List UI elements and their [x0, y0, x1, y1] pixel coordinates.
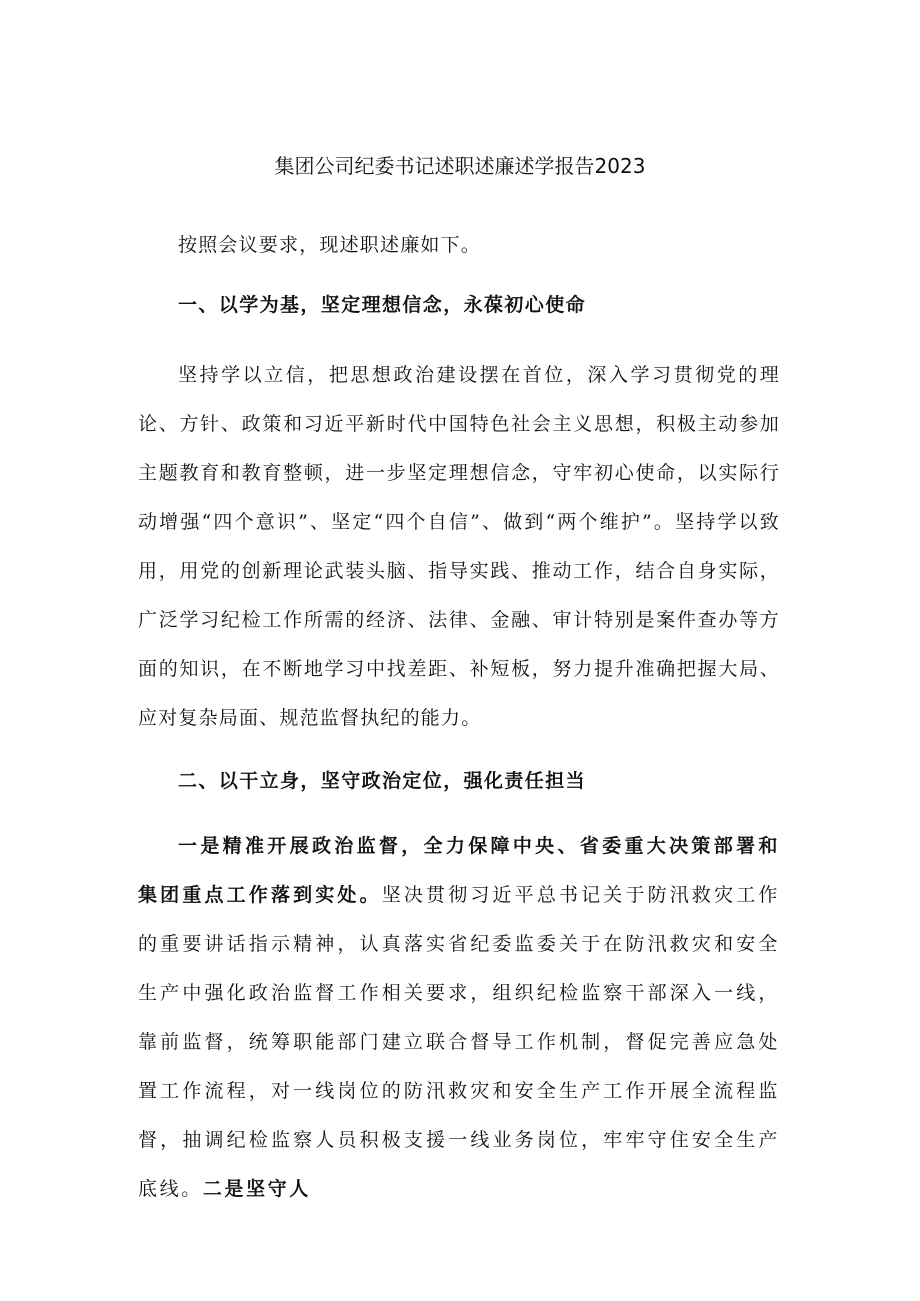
section-2-lead-bold: 一是精准开展政治监督，全力保障中央、省委重大决策部署和集团重点工作落到实处。 [138, 835, 780, 906]
section-2-tail-bold: 二是坚守人 [202, 1178, 311, 1200]
section-2-body [138, 822, 780, 1214]
intro-paragraph: 按照会议要求，现述职述廉如下。 [178, 234, 482, 256]
section-2-heading: 二、以干立身，坚守政治定位，强化责任担当 [178, 770, 587, 792]
document-title: 集团公司纪委书记述职述廉述学报告2023 [274, 154, 646, 178]
section-2-body-text: 坚决贯彻习近平总书记关于防汛救灾工作的重要讲话指示精神，认真落实省纪委监委关于在防汛救灾和安全生产中强化政治监督工作相关要求，组织纪检监察干部深入一线，靠前监督，统筹职能部门建立联合督导工作机制，督促完善应急处置工作流程，对一线岗位的防汛救灾和安全生产工作开展全流程监督，抽调纪检监察人员积极支援一线业务岗位，牢牢守住安全生产底线。 [138, 884, 780, 1200]
section-1-body: 坚持学以立信，把思想政治建设摆在首位，深入学习贯彻党的理论、方针、政策和习近平新时代中国特色社会主义思想，积极主动参加主题教育和教育整顿，进一步坚定理想信念，守牢初心使命，以实际行动增强“四个意识”、坚定“四个自信”、做到“两个维护”。坚持学以致用，用党的创新理论武装头脑、指导实践、推动工作，结合自身实际，广泛学习纪检工作所需的经济、法律、金融、审计特别是案件查办等方面的知识，在不断地学习中找差距、补短板，努力提升准确把握大局、应对复杂局面、规范监督执纪的能力。 [138, 364, 780, 729]
section-1-heading: 一、以学为基，坚定理想信念，永葆初心使命 [178, 294, 587, 316]
